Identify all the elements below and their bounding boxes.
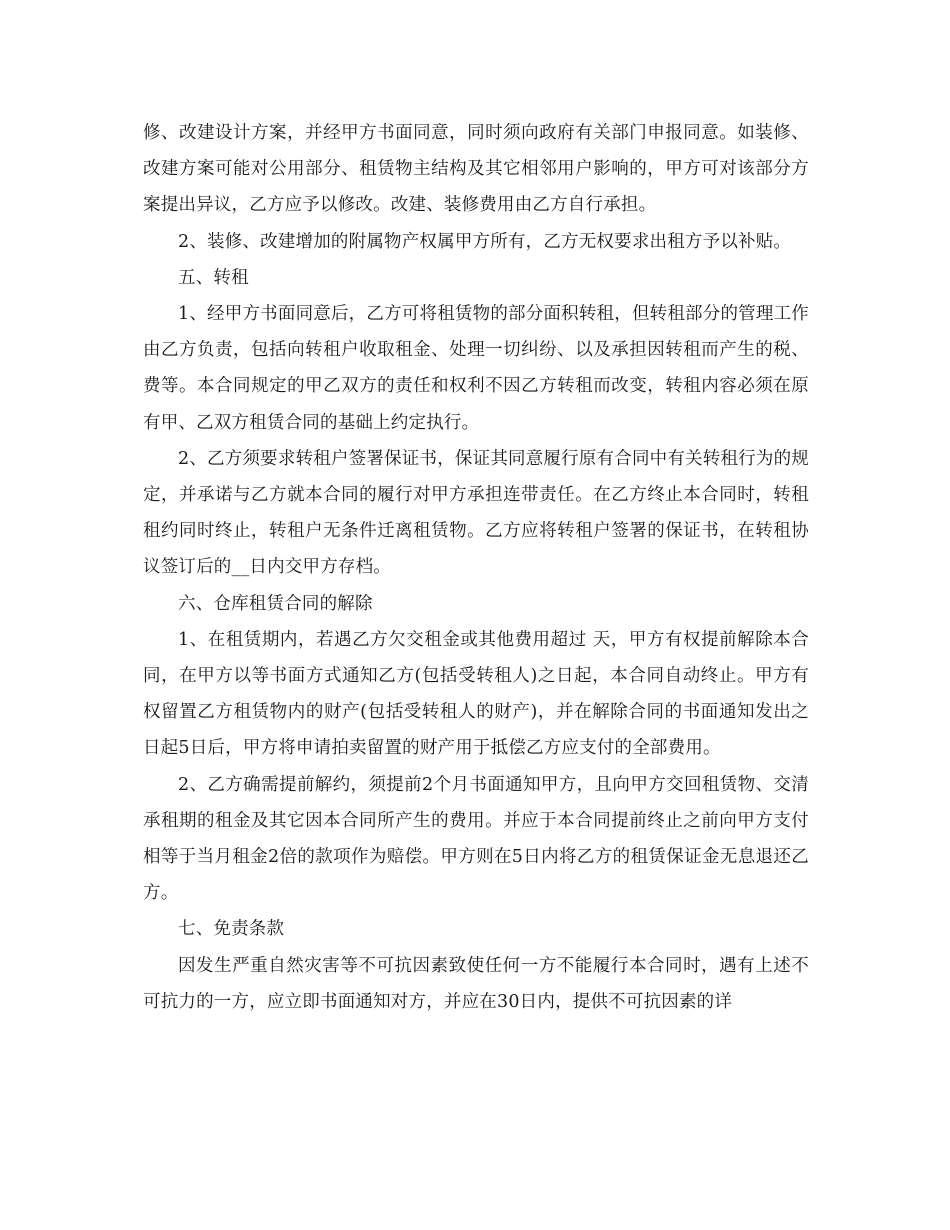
section-heading-termination: 六、仓库租赁合同的解除 [178,593,373,614]
paragraph-renovation-continued: 修、改建设计方案，并经甲方书面同意，同时须向政府有关部门申报同意。如装修、改建方案可能对公用部分、租赁物主结构及其它相邻用户影响的，甲方可对该部分方案提出异议，乙方应予以修改。改建、装修费用由乙方自行承担。 [143,123,809,216]
paragraph-exemption-1: 因发生严重自然灾害等不可抗因素致使任何一方不能履行本合同时，遇有上述不可抗力的一方，应立即书面通知对方，并应在30日内，提供不可抗因素的详 [143,955,809,1012]
document-body [143,115,809,1020]
paragraph-sublease-2: 2、乙方须要求转租户签署保证书，保证其同意履行原有合同中有关转租行为的规定，并承诺与乙方就本合同的履行对甲方承担连带责任。在乙方终止本合同时，转租租约同时终止，转租户无条件迁离租赁物。乙方应将转租户签署的保证书，在转租协议签订后的__日内交甲方存档。 [143,448,809,578]
paragraph-termination-1: 1、在租赁期内，若遇乙方欠交租金或其他费用超过 天，甲方有权提前解除本合同，在甲方以等书面方式通知乙方(包括受转租人)之日起，本合同自动终止。甲方有权留置乙方租赁物内的财产(包括受转租人的财产)，并在解除合同的书面通知发出之日起5日后，甲方将申请拍卖留置的财产用于抵偿乙方应支付的全部费用。 [143,629,809,759]
section-heading-exemption: 七、免责条款 [178,919,285,940]
section-heading-sublease: 五、转租 [178,267,249,288]
paragraph-renovation-ownership: 2、装修、改建增加的附属物产权属甲方所有，乙方无权要求出租方予以补贴。 [178,231,792,252]
paragraph-sublease-1: 1、经甲方书面同意后，乙方可将租赁物的部分面积转租，但转租部分的管理工作由乙方负责，包括向转租户收取租金、处理一切纠纷、以及承担因转租而产生的税、费等。本合同规定的甲乙双方的责任和权利不因乙方转租而改变，转租内容必须在原有甲、乙双方租赁合同的基础上约定执行。 [143,304,809,433]
paragraph-termination-2: 2、乙方确需提前解约，须提前2个月书面通知甲方，且向甲方交回租赁物、交清承租期的租金及其它因本合同所产生的费用。并应于本合同提前终止之前向甲方支付相等于当月租金2倍的款项作为赔偿。甲方则在5日内将乙方的租赁保证金无息退还乙方。 [143,774,809,904]
